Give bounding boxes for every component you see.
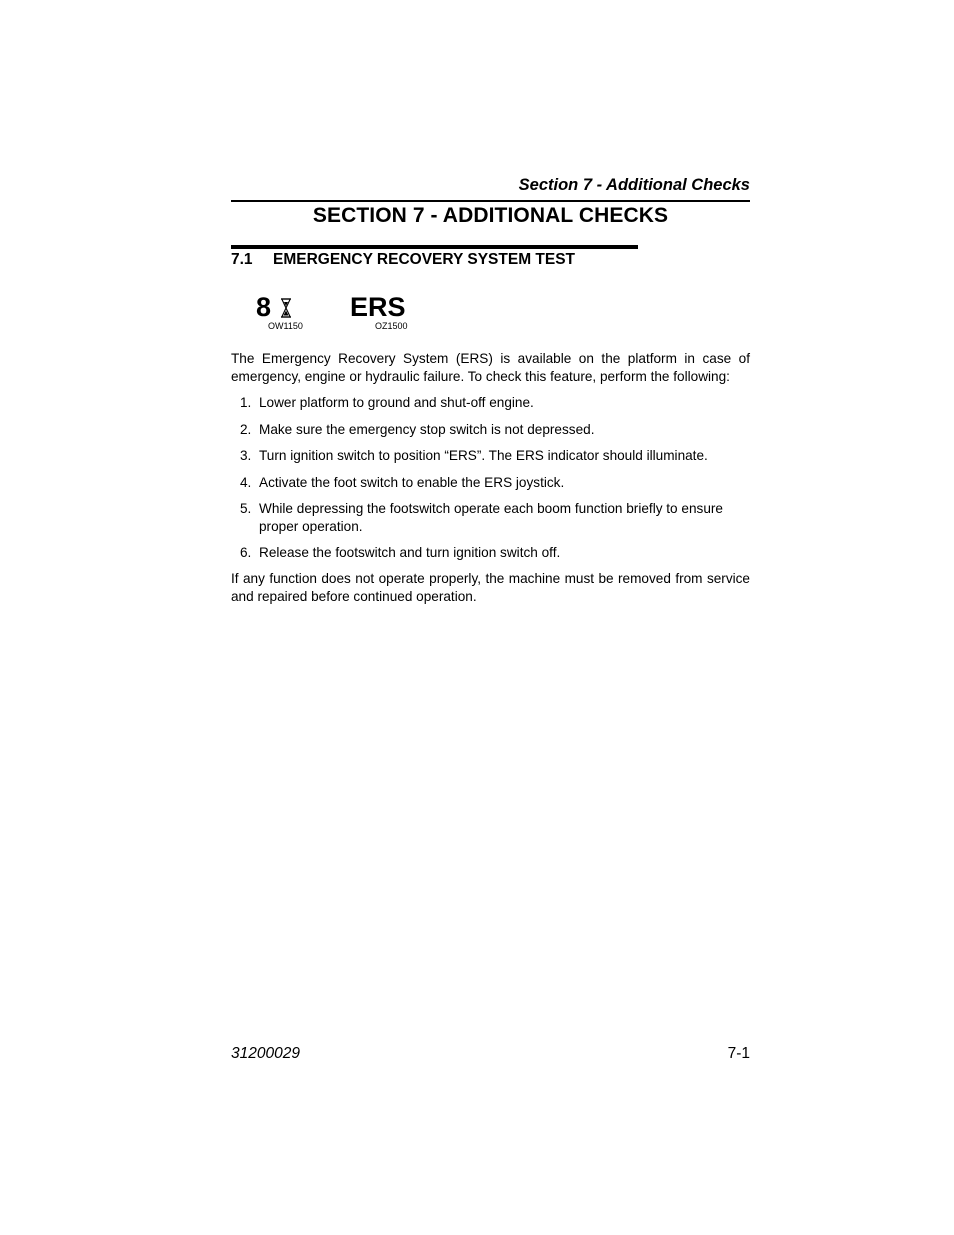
intro-paragraph: The Emergency Recovery System (ERS) is available on the platform in case of emergency, engine or hydraulic failure. To check this feature, perform the following: xyxy=(231,351,750,384)
step-text: Turn ignition switch to position “ERS”. The ERS indicator should illuminate. xyxy=(259,448,708,463)
step-text: While depressing the footswitch operate each boom function briefly to ensure proper operation. xyxy=(259,501,723,534)
page-number: 7-1 xyxy=(727,1045,750,1062)
running-header: Section 7 - Additional Checks xyxy=(518,176,750,194)
ers-symbol xyxy=(350,292,420,330)
hour-meter-digit: 8 xyxy=(256,292,272,322)
list-item xyxy=(231,447,750,465)
subsection-number: 7.1 xyxy=(231,251,253,268)
list-item xyxy=(231,500,750,535)
subsection-title: EMERGENCY RECOVERY SYSTEM TEST xyxy=(273,251,576,268)
procedure-steps xyxy=(231,394,750,571)
figure-code: OW1150 xyxy=(268,321,303,331)
subsection-rule xyxy=(231,245,638,249)
hourglass-icon xyxy=(280,298,292,318)
figure-code: OZ1500 xyxy=(375,321,408,331)
step-number: 2. xyxy=(240,421,252,437)
step-text: Lower platform to ground and shut-off engine. xyxy=(259,395,534,410)
section-title: SECTION 7 - ADDITIONAL CHECKS xyxy=(312,204,669,227)
ers-label: ERS xyxy=(350,292,406,322)
step-text: Release the footswitch and turn ignition switch off. xyxy=(259,545,561,560)
step-number: 3. xyxy=(240,448,252,463)
list-item xyxy=(231,394,750,412)
step-number: 1. xyxy=(240,395,252,410)
step-number: 6. xyxy=(240,545,252,560)
header-rule xyxy=(231,200,750,202)
step-number: 5. xyxy=(240,501,252,516)
closing-paragraph: If any function does not operate properly, the machine must be removed from service and repaired before continued operation. xyxy=(231,571,750,604)
list-item xyxy=(231,421,750,439)
hour-meter-symbol xyxy=(256,292,316,330)
document-number: 31200029 xyxy=(231,1045,300,1062)
step-text: Activate the foot switch to enable the ERS joystick. xyxy=(259,474,565,490)
list-item xyxy=(231,474,750,492)
list-item xyxy=(231,544,750,562)
step-text: Make sure the emergency stop switch is not depressed. xyxy=(259,421,595,437)
subsection-heading xyxy=(231,251,575,269)
step-number: 4. xyxy=(240,474,252,490)
